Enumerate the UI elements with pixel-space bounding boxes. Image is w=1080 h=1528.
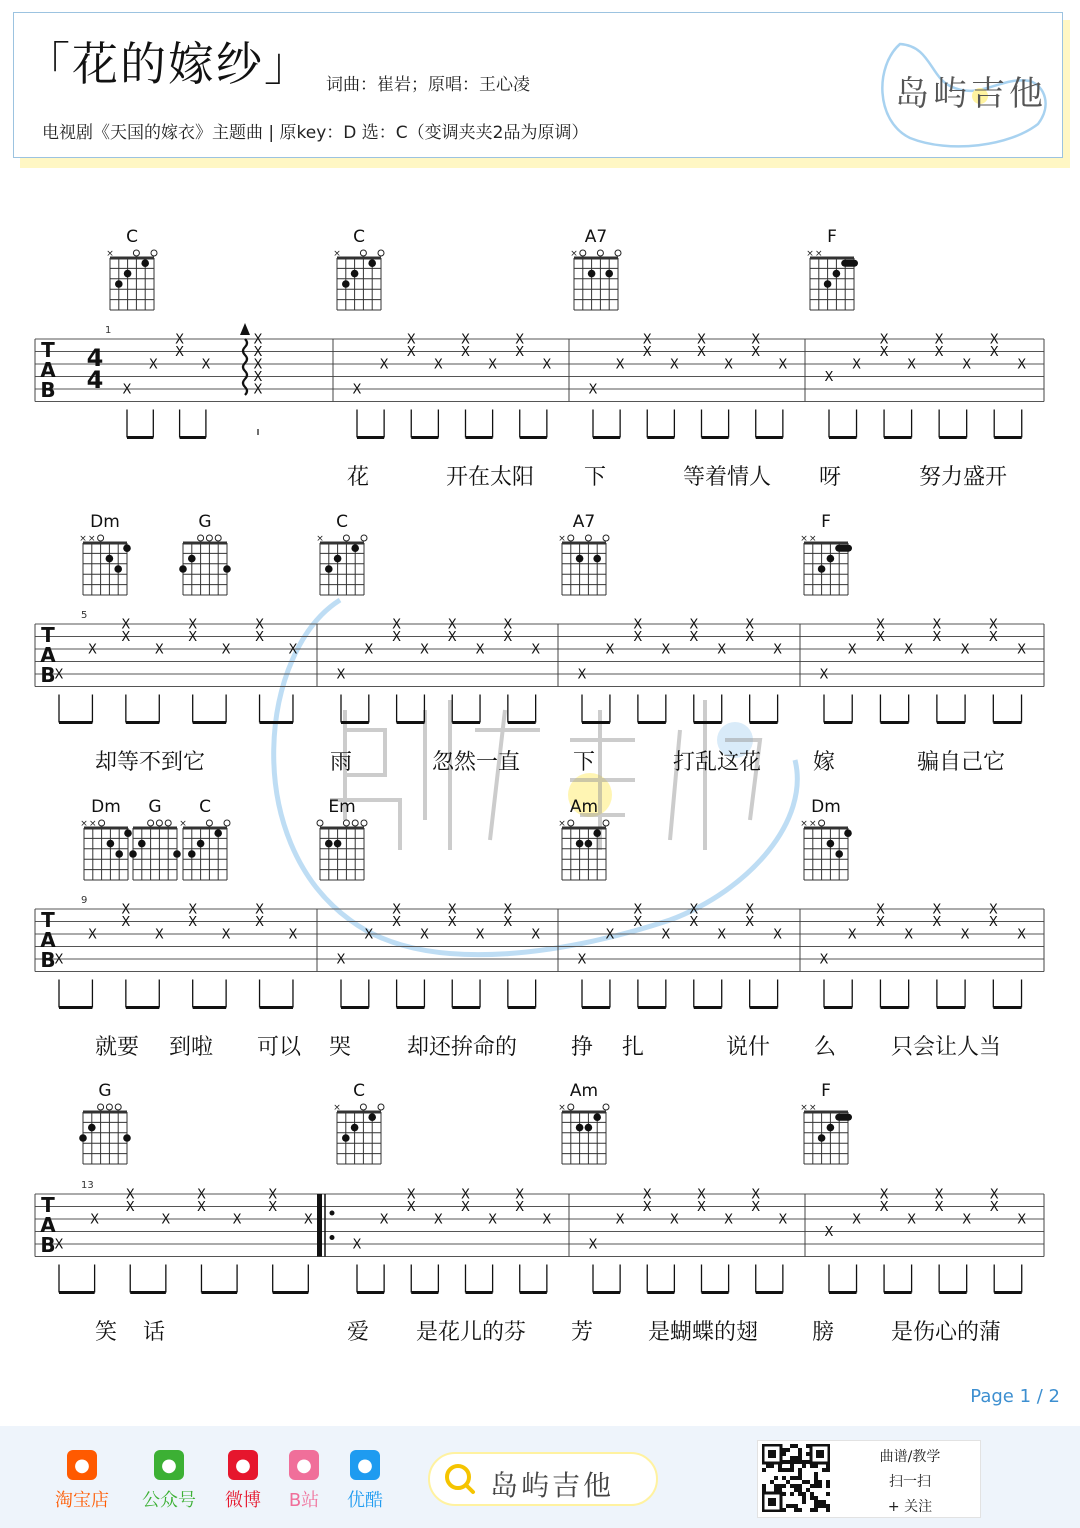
tab-note: X [392,630,402,645]
measure-number: 13 [81,1180,94,1191]
chord-name: Dm [811,797,841,817]
tab-note: X [364,927,374,943]
tab-note: X [406,345,416,360]
tab-note: X [419,927,429,943]
tab-note: X [642,345,652,360]
tab-note: X [515,1200,525,1215]
weibo-icon: ● [228,1450,258,1480]
lyric-text: 是花儿的芬 [416,1320,527,1345]
svg-text:×: × [89,819,97,829]
tab-note: X [988,630,998,645]
tab-clef-letter: T [41,908,55,932]
lyric-text: 下 [573,750,596,775]
qr-code-icon[interactable] [762,1444,830,1512]
tab-note: X [847,927,857,943]
lyric-text: 扎 [622,1035,645,1060]
lyric-text: 雨 [330,750,353,775]
tab-note: X [232,1212,242,1228]
svg-text:×: × [800,819,808,829]
tab-note: X [724,1212,734,1228]
tab-note: X [253,332,263,348]
chord-name: G [98,1081,112,1101]
tab-note: X [697,332,706,348]
svg-text:×: × [88,534,96,544]
tab-note: X [515,345,525,360]
tab-note: X [875,915,885,930]
lyric-text: 挣 [571,1035,594,1060]
tab-note: X [689,630,699,645]
chord-name: Em [328,797,356,817]
tab-note: X [934,332,944,348]
measure-number: 5 [81,610,88,621]
tab-note: X [751,345,761,360]
song-subtitle: 电视剧《天国的嫁衣》主题曲 | 原key：D 选：C（变调夹夹2品为原调） [42,123,589,143]
svg-text:×: × [809,534,817,544]
tab-note: X [392,617,402,633]
tab-note: X [392,902,402,918]
tab-note: X [751,1200,761,1215]
tab-note: X [188,630,198,645]
tab-note: X [255,902,265,918]
tab-note: X [989,1187,999,1203]
lyric-text: 努力盛开 [919,465,1008,490]
tab-note: X [175,345,185,360]
tab-note: X [503,902,513,918]
svg-text:×: × [316,534,324,544]
tab-note: X [253,382,263,398]
tab-note: X [879,1200,889,1215]
tab-note: X [875,630,885,645]
tab-note: X [221,642,231,658]
tab-note: X [531,927,541,943]
tab-note: X [221,927,231,943]
tab-note: X [1017,642,1026,658]
tab-note: X [447,617,457,633]
tab-note: X [988,617,998,633]
tab-note: X [633,915,643,930]
tab-note: X [54,952,64,968]
tab-note: X [447,915,457,930]
tab-note: X [989,1200,999,1215]
youku-icon: ● [350,1450,380,1480]
lyric-text: 爱 [347,1320,370,1345]
tab-note: X [122,382,132,398]
chord-name: Am [569,797,599,817]
tab-note: X [364,642,374,658]
lyric-text: 嫁 [813,750,836,775]
tab-note: X [433,1212,443,1228]
svg-text:×: × [80,819,88,829]
svg-text:×: × [800,1103,808,1113]
tab-note: X [932,902,942,918]
svg-text:×: × [570,249,578,259]
tab-clef-letter: B [40,378,56,402]
tab-note: X [175,332,185,348]
tab-note: X [847,642,857,658]
chord-name: F [821,1081,831,1101]
tab-note: X [875,902,885,918]
tab-note: X [745,915,755,930]
tab-note: X [669,1212,679,1228]
tab-note: X [588,382,598,398]
chord-name: A7 [584,227,608,247]
tab-clef-letter: T [41,1193,55,1217]
tab-note: X [461,345,470,360]
tab-note: X [962,357,972,373]
tab-note: X [121,915,131,930]
tab-note: X [904,927,914,943]
chord-name: C [353,227,365,247]
bilibili-icon: ● [289,1450,319,1480]
tab-note: X [154,927,164,943]
tab-note: X [577,667,587,683]
tab-note: X [778,357,788,373]
footer-link-youku[interactable] [335,1450,395,1512]
tab-note: X [773,927,783,943]
tab-note: X [778,1212,788,1228]
tab-note: X [879,1187,889,1203]
tab-note: X [303,1212,313,1228]
tab-note: X [125,1200,135,1215]
tab-note: X [503,617,513,633]
tab-note: X [515,332,525,348]
lyric-text: 芳 [571,1320,594,1345]
tab-note: X [773,642,783,658]
tab-note: X [751,332,761,348]
time-signature-digit: 4 [86,344,104,372]
tab-staff [35,323,1044,438]
lyric-text: 却还拚命的 [407,1035,518,1060]
tab-note: X [515,1187,525,1203]
tab-note: X [960,642,970,658]
tab-clef-letter: B [40,1233,56,1257]
tab-note: X [875,617,885,633]
chord-name: G [148,797,162,817]
tab-note: X [121,617,131,633]
lyric-text: 是伤心的蒲 [891,1320,1002,1345]
lyric-text: 膀 [812,1320,835,1345]
tab-note: X [988,902,998,918]
tab-note: X [879,345,889,360]
tab-note: X [689,902,699,918]
tab-clef-letter: T [41,623,55,647]
tab-clef-letter: A [40,358,56,382]
tab-note: X [255,617,265,633]
tab-note: X [379,357,389,373]
tab-note: X [379,1212,389,1228]
tab-staff [35,895,1044,1008]
lyric-text: 可以 [257,1035,302,1060]
tab-note: X [531,642,541,658]
tab-note: X [615,1212,625,1228]
tab-note: X [932,915,942,930]
footer-link-label: 微博 [225,1490,261,1511]
tab-note: X [461,1187,470,1203]
tab-note: X [724,357,734,373]
tab-note: X [201,357,211,373]
tab-note: X [932,630,942,645]
measure-number: 1 [105,325,112,336]
chord-name: F [821,512,831,532]
tab-note: X [197,1187,206,1203]
tab-note: X [255,630,265,645]
chord-name: Am [569,1081,599,1101]
lyric-text: 话 [143,1320,166,1345]
tab-note: X [689,617,699,633]
chord-name: Dm [91,797,121,817]
tab-note: X [824,370,834,385]
tab-note: X [633,630,643,645]
tab-note: X [661,927,671,943]
tab-note: X [907,357,917,373]
tab-note: X [642,332,652,348]
tab-clef-letter: T [41,338,55,362]
tab-note: X [90,1212,100,1228]
tab-note: X [121,902,131,918]
brand-logo-text: 岛屿吉他 [895,74,1047,114]
tab-clef-letter: A [40,1213,56,1237]
lyric-text: 是蝴蝶的翅 [648,1320,759,1345]
tab-note: X [697,345,706,360]
tab-note: X [669,357,679,373]
tab-note: X [419,642,429,658]
tab-note: X [745,617,755,633]
tab-note: X [642,1187,652,1203]
tab-note: X [989,332,999,348]
lyric-text: 呀 [819,465,842,490]
tab-note: X [253,370,263,385]
tab-note: X [988,915,998,930]
tab-note: X [406,1187,416,1203]
lyric-text: 骗自己它 [917,750,1006,775]
lyric-text: 就要 [95,1035,140,1060]
svg-text:×: × [106,249,114,259]
page-number: Page 1 / 2 [970,1386,1060,1407]
tab-note: X [352,382,362,398]
lyric-text: 哭 [329,1035,352,1060]
tab-note: X [406,1200,416,1215]
chord-name: Dm [90,512,120,532]
tab-note: X [161,1212,171,1228]
tab-note: X [188,902,198,918]
tab-note: X [503,630,513,645]
tab-note: X [934,1200,944,1215]
tab-note: X [577,952,587,968]
chord-name: C [199,797,211,817]
tab-note: X [697,1187,706,1203]
footer-link-taobao[interactable] [52,1450,112,1512]
footer-link-label: 淘宝店 [55,1490,109,1511]
tab-note: X [447,630,457,645]
tab-note: X [962,1212,972,1228]
tab-staff [35,610,1044,723]
measure-number: 9 [81,895,88,906]
lyric-text: 么 [814,1035,837,1060]
tab-note: X [406,332,416,348]
tab-note: X [932,617,942,633]
tab-note: X [819,667,829,683]
song-title: 「花的嫁纱」 [24,37,312,91]
tab-note: X [819,952,829,968]
tab-note: X [503,915,513,930]
tab-note: X [852,1212,861,1228]
tab-note: X [717,927,727,943]
tab-note: X [253,357,263,373]
qr-line-1: 曲谱/教学 [879,1449,941,1465]
lyric-text: 只会让人当 [891,1035,1002,1060]
tab-note: X [1017,927,1026,943]
tab-note: X [488,1212,498,1228]
footer-link-bilibili[interactable] [274,1450,334,1512]
tab-note: X [253,345,263,360]
tab-note: X [588,1237,598,1253]
lyric-text: 说什 [726,1035,771,1060]
tab-note: X [54,667,64,683]
lyric-text: 打乱这花 [673,750,762,775]
tab-note: X [745,902,755,918]
tab-note: X [745,630,755,645]
search-icon [440,1459,480,1499]
tab-note: X [661,642,671,658]
svg-text:×: × [558,534,566,544]
tab-note: X [255,915,265,930]
tab-note: X [633,617,643,633]
tab-note: X [475,927,485,943]
lyric-text: 到啦 [169,1035,214,1060]
svg-text:×: × [809,819,817,829]
tab-note: X [87,642,97,658]
footer-link-label: B站 [288,1490,320,1511]
svg-text:×: × [558,1103,566,1113]
lyric-text: 花 [347,465,370,490]
tab-note: X [87,927,97,943]
tab-note: X [121,630,131,645]
tab-note: X [689,915,699,930]
svg-text:×: × [800,534,808,544]
search-label: 岛屿吉他 [490,1469,615,1502]
tab-note: X [288,927,298,943]
tab-note: X [879,332,889,348]
tab-note: X [605,642,615,658]
chord-name: G [198,512,212,532]
lyric-text: 忽然一直 [432,750,521,775]
lyric-text: 下 [584,465,607,490]
taobao-icon: ● [67,1450,97,1480]
svg-text:×: × [333,249,341,259]
tab-note: X [697,1200,706,1215]
tab-note: X [934,1187,944,1203]
lyric-text: 笑 [95,1320,118,1345]
tab-note: X [605,927,615,943]
svg-text:×: × [333,1103,341,1113]
tab-note: X [148,357,158,373]
tab-note: X [197,1200,206,1215]
footer-link-label: 公众号 [142,1490,196,1511]
wechat-icon: ● [154,1450,184,1480]
svg-text:×: × [558,819,566,829]
tab-note: X [461,1200,470,1215]
tab-note: X [288,642,298,658]
tab-clef-letter: B [40,948,56,972]
svg-text:×: × [815,249,823,259]
tab-note: X [336,952,346,968]
tab-note: X [907,1212,917,1228]
tab-note: X [433,357,443,373]
lyric-text: 开在太阳 [446,465,535,490]
tab-staff [35,1180,1044,1293]
tab-note: X [633,902,643,918]
tab-note: X [542,357,552,373]
chord-name: A7 [572,512,596,532]
lyric-text: 等着情人 [683,465,772,490]
tab-note: X [461,332,470,348]
tab-note: X [125,1187,135,1203]
tab-note: X [852,357,861,373]
tab-note: X [154,642,164,658]
tab-note: X [642,1200,652,1215]
svg-text:×: × [179,819,187,829]
tab-note: X [392,915,402,930]
chord-name: C [353,1081,365,1101]
svg-text:×: × [809,1103,817,1113]
tab-note: X [1017,1212,1027,1228]
svg-text:×: × [79,534,87,544]
time-signature-digit: 4 [86,366,104,394]
chord-name: C [126,227,138,247]
tab-note: X [904,642,914,658]
tab-note: X [717,642,727,658]
tab-clef-letter: B [40,663,56,687]
tab-note: X [268,1187,278,1203]
tab-clef-letter: A [40,928,56,952]
tab-note: X [188,617,198,633]
tab-note: X [488,357,498,373]
tab-note: X [54,1237,64,1253]
tab-note: X [824,1225,834,1240]
qr-line-3: + 关注 [887,1499,933,1515]
qr-line-2: 扫一扫 [889,1474,931,1490]
tab-note: X [188,915,198,930]
tab-note: X [1017,357,1027,373]
footer-link-weibo[interactable] [213,1450,273,1512]
tab-note: X [336,667,346,683]
footer-link-label: 优酷 [347,1490,383,1511]
tab-note: X [268,1200,278,1215]
tab-note: X [447,902,457,918]
svg-text:×: × [806,249,814,259]
footer-link-wechat[interactable] [139,1450,199,1512]
tab-note: X [751,1187,761,1203]
tab-note: X [989,345,999,360]
song-credits: 词曲：崔岩；原唱：王心凌 [326,75,530,95]
tab-note: X [352,1237,362,1253]
tab-note: X [542,1212,552,1228]
chord-name: F [827,227,837,247]
lyric-text: 却等不到它 [95,750,206,775]
tab-note: X [475,642,485,658]
tab-clef-letter: A [40,643,56,667]
tab-note: X [934,345,944,360]
tab-note: X [615,357,625,373]
chord-name: C [336,512,348,532]
tab-note: X [960,927,970,943]
